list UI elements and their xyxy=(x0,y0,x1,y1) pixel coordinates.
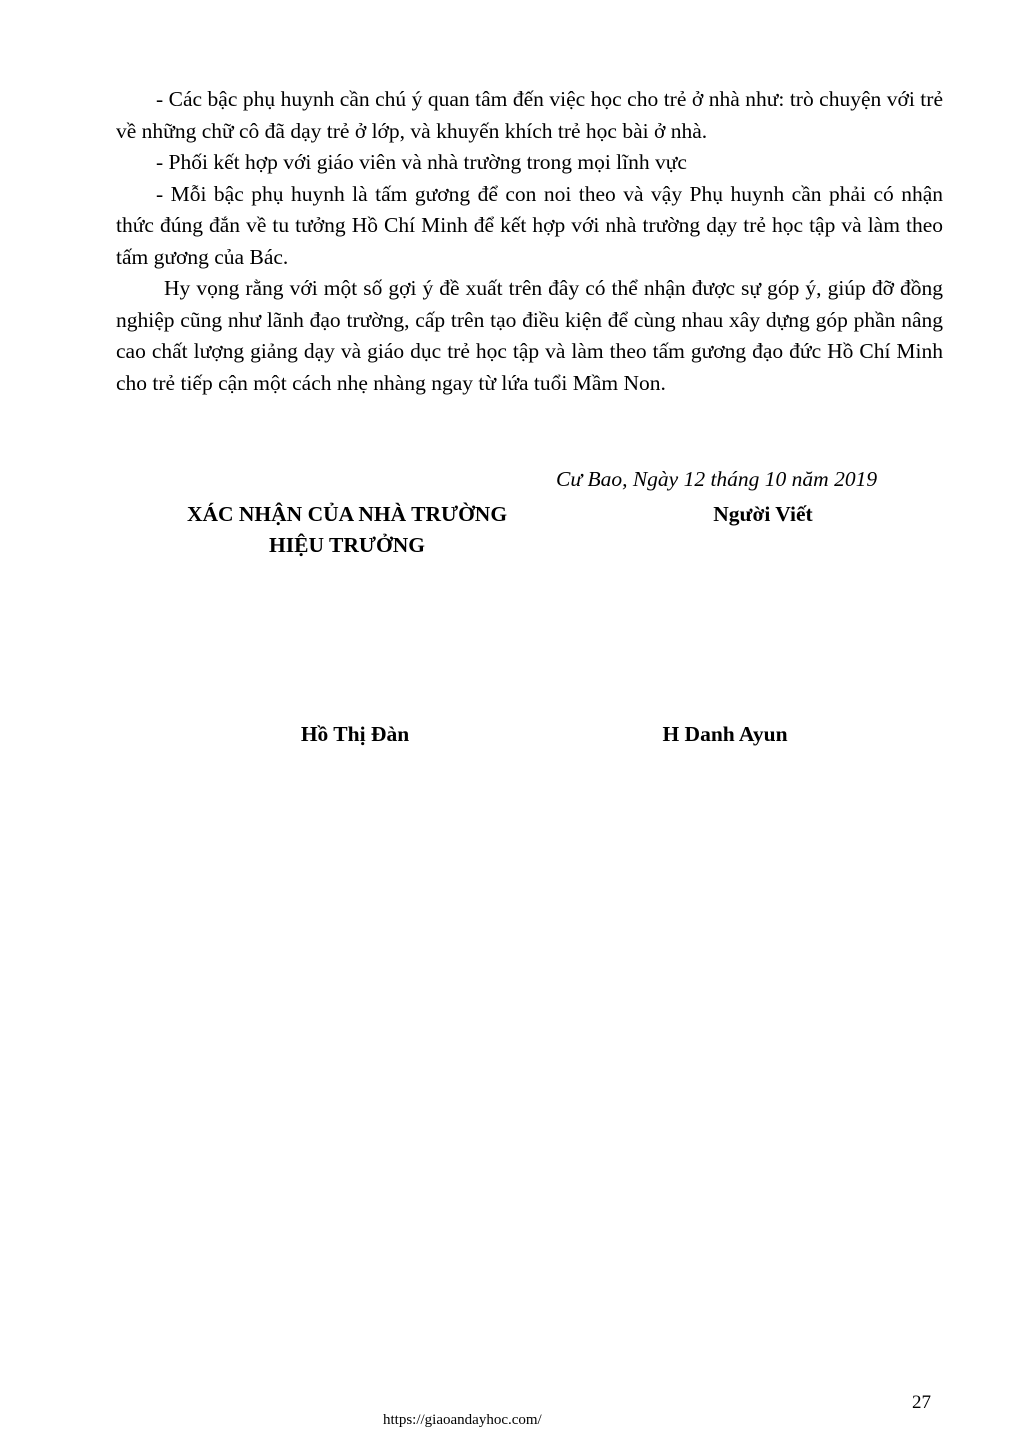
principal-name: Hồ Thị Đàn xyxy=(300,722,410,746)
footer-url[interactable]: https://giaoandayhoc.com/ xyxy=(383,1412,542,1428)
school-confirmation-block xyxy=(116,499,578,561)
body-text xyxy=(116,84,943,399)
school-confirmation-title: XÁC NHẬN CỦA NHÀ TRƯỜNG xyxy=(186,502,508,526)
writer-name: H Danh Ayun xyxy=(662,722,788,746)
paragraph-parents-attention: - Các bậc phụ huynh cần chú ý quan tâm đến việc học cho trẻ ở nhà như: trò chuyện với trẻ về những chữ cô đã dạy trẻ ở lớp, và khuyến khích trẻ học bài ở nhà. xyxy=(116,87,943,143)
principal-title: HIỆU TRƯỞNG xyxy=(269,533,425,557)
writer-block xyxy=(620,499,906,530)
page-number: 27 xyxy=(912,1392,931,1413)
date-line: Cư Bao, Ngày 12 tháng 10 năm 2019 xyxy=(556,467,878,491)
writer-title: Người Viết xyxy=(713,502,813,526)
paragraph-hope: Hy vọng rằng với một số gợi ý đề xuất trên đây có thể nhận được sự góp ý, giúp đỡ đồng nghiệp cũng như lãnh đạo trường, cấp trên tạo điều kiện để cùng nhau xây dựng góp phần nâng cao chất lượng giảng dạy và giáo dục trẻ học tập và làm theo tấm gương đạo đức Hồ Chí Minh cho trẻ tiếp cận một cách nhẹ nhàng ngay từ lứa tuổi Mầm Non. xyxy=(116,276,943,395)
paragraph-coordinate-teachers: - Phối kết hợp với giáo viên và nhà trường trong mọi lĩnh vực xyxy=(156,150,687,174)
paragraph-parents-role-model: - Mỗi bậc phụ huynh là tấm gương để con noi theo và vậy Phụ huynh cần phải có nhận thức đúng đắn về tu tưởng Hồ Chí Minh để kết hợp với nhà trường dạy trẻ học tập và làm theo tấm gương của Bác. xyxy=(116,181,943,269)
